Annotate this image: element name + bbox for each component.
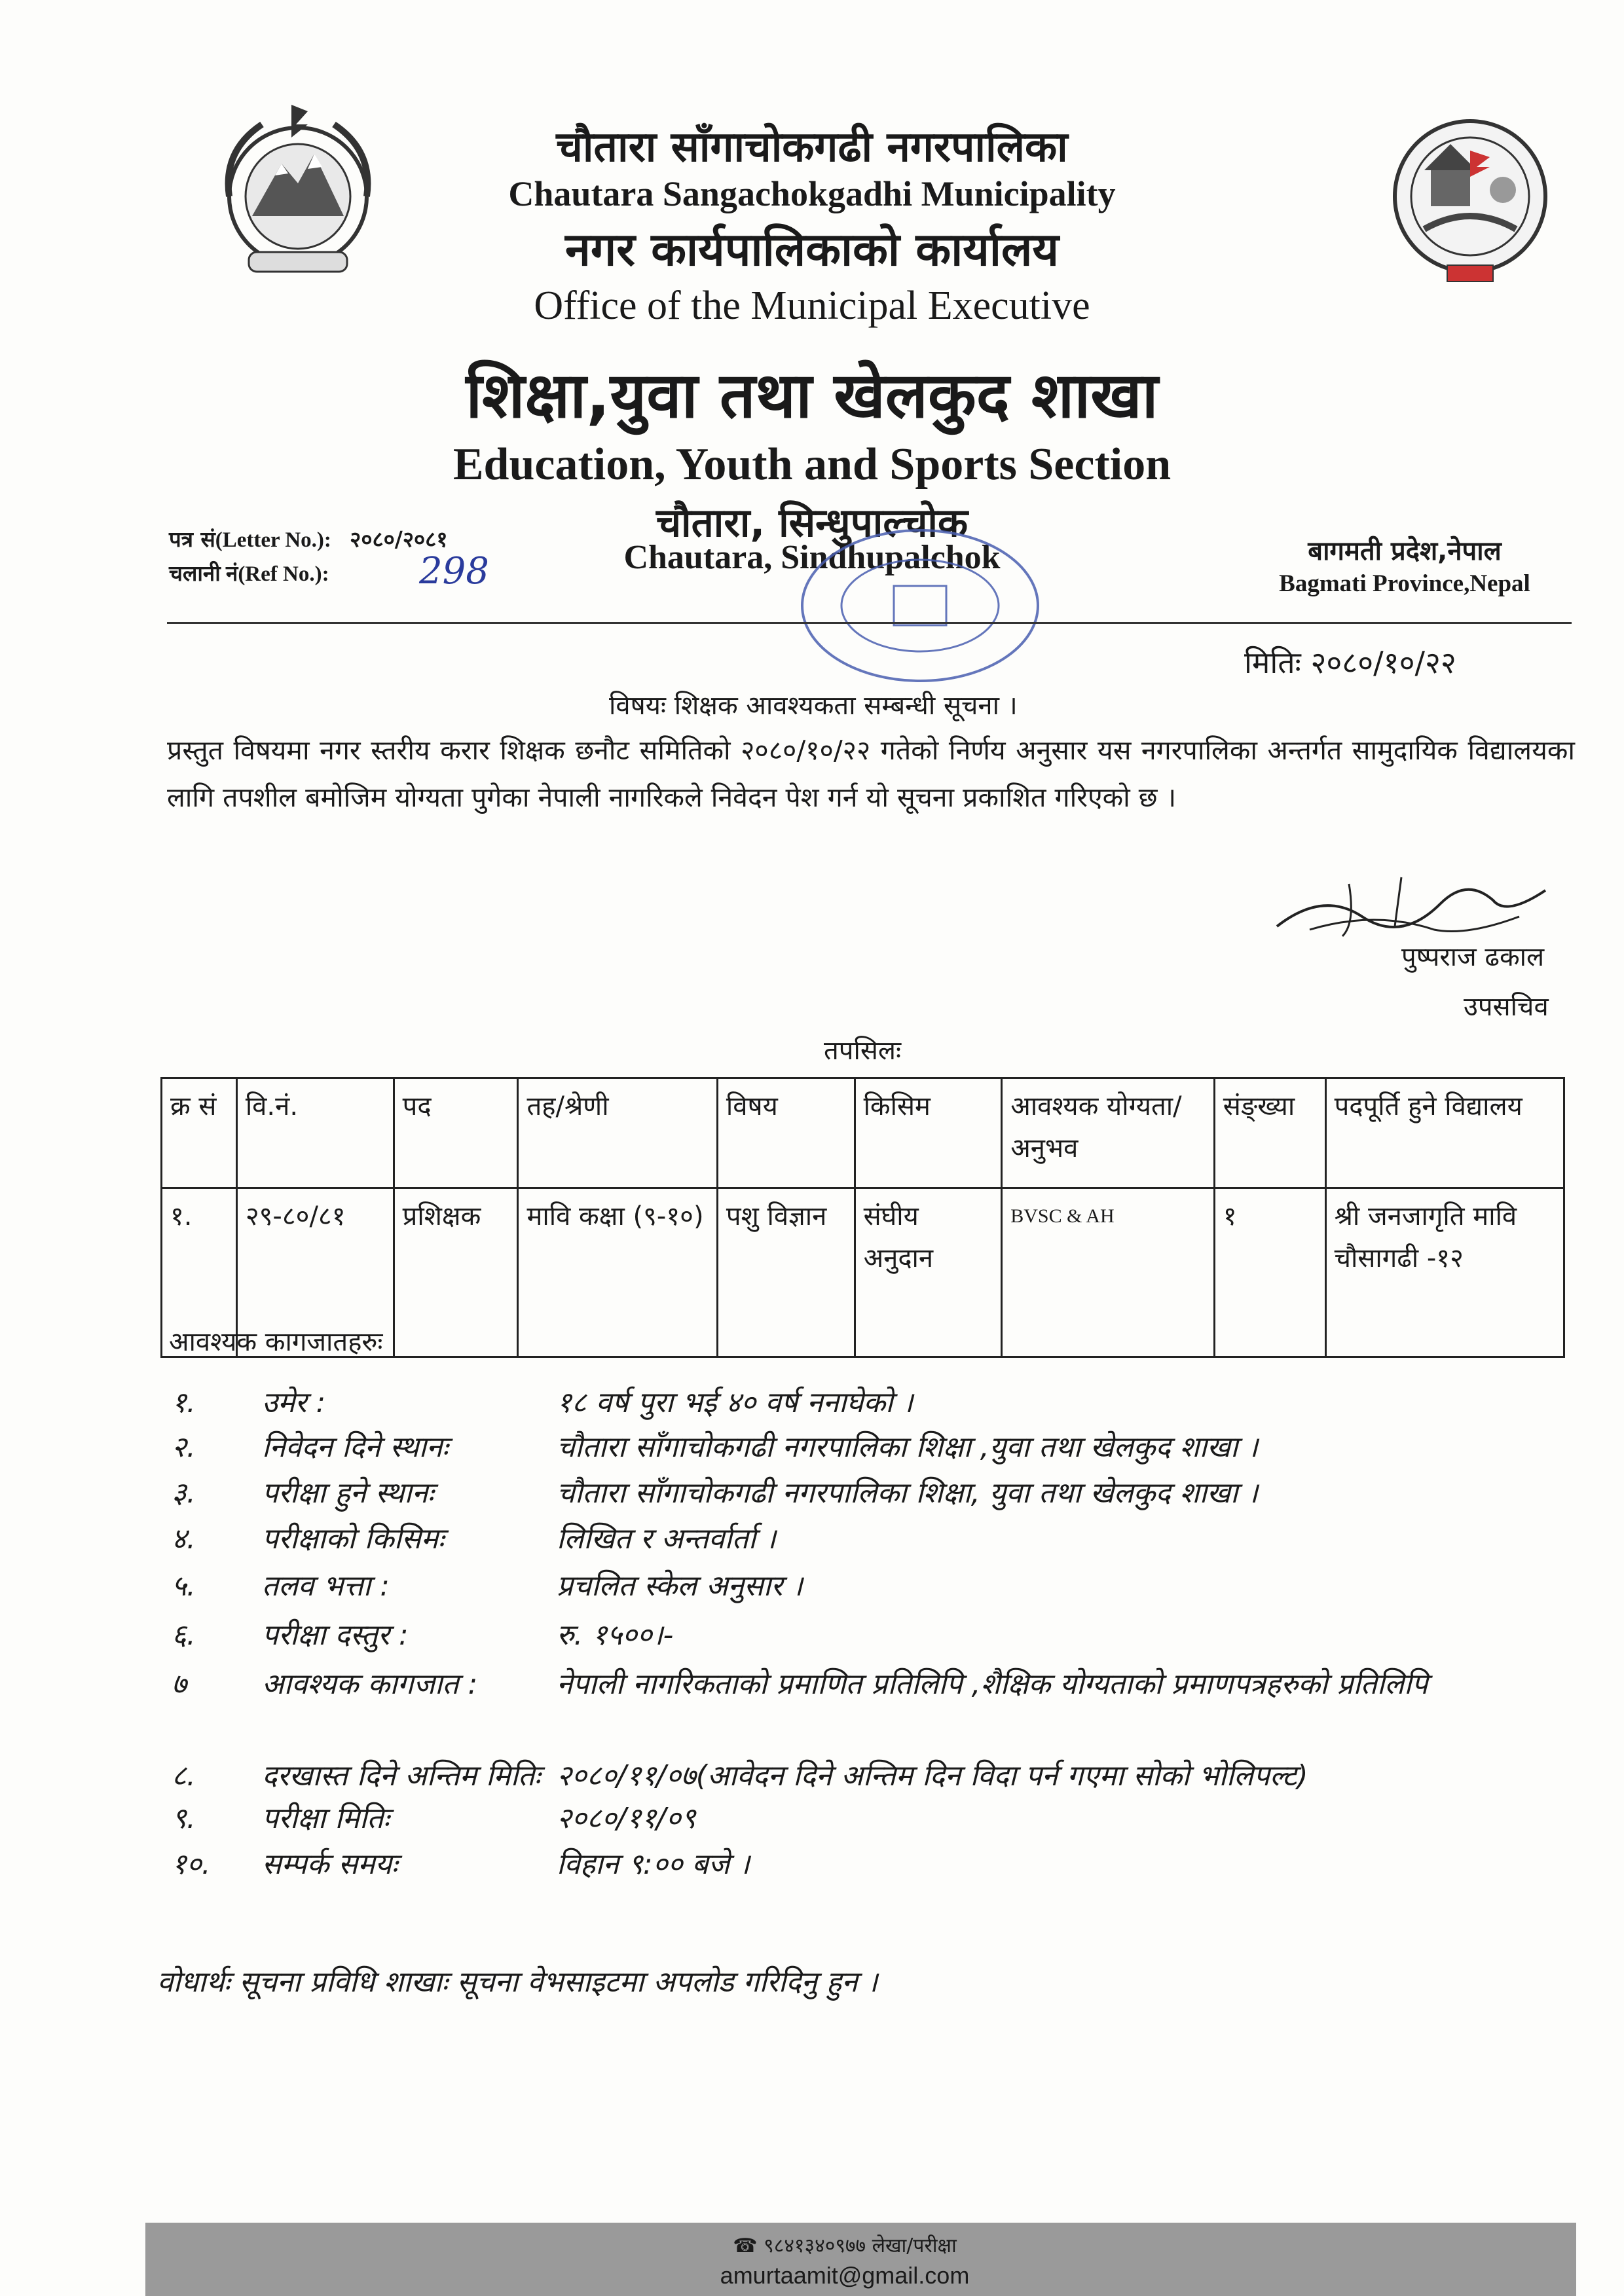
requirement-item: [0, 1843, 1624, 1889]
requirement-label: निवेदन दिने स्थानः: [262, 1430, 449, 1464]
requirement-number: ८.: [172, 1759, 196, 1793]
ref-number-label: चलानी नं(Ref No.):: [169, 562, 329, 586]
bodhartha-note: वोधार्थः सूचना प्रविधि शाखाः सूचना वेभसाइटमा अपलोड गरिदिनु हुन ।: [157, 1965, 878, 1999]
place-en: Chautara, Sindhupalchok: [623, 539, 1001, 576]
requirement-number: ३.: [172, 1476, 196, 1510]
requirement-value: चौतारा साँगाचोकगढी नगरपालिका शिक्षा ,युवा तथा खेलकुद शाखा ।: [557, 1430, 1259, 1464]
municipality-name-en: Chautara Sangachokgadhi Municipality: [508, 174, 1116, 213]
col-type: किसिम: [855, 1078, 1002, 1188]
header-divider: [167, 622, 1572, 624]
ref-number-handwritten: 298: [419, 550, 489, 592]
requirement-item: [0, 1472, 1624, 1518]
requirement-item: [0, 1797, 1624, 1843]
province-np: बागमती प्रदेश,नेपाल: [1308, 536, 1502, 566]
requirement-number: ५.: [172, 1569, 196, 1603]
cell-sn: १.: [162, 1188, 237, 1357]
requirement-value: नेपाली नागरिकताको प्रमाणित प्रतिलिपि ,शैक्षिक योग्यताको प्रमाणपत्रहरुको प्रतिलिपि: [557, 1667, 1428, 1701]
requirement-label: सम्पर्क समयः: [262, 1848, 398, 1881]
cell-level: मावि कक्षा (९-१०): [518, 1188, 717, 1357]
table-caption: तपसिलः: [824, 1036, 902, 1066]
col-ad-no: वि.नं.: [236, 1078, 394, 1188]
requirement-value: चौतारा साँगाचोकगढी नगरपालिका शिक्षा, युवा तथा खेलकुद शाखा ।: [557, 1476, 1259, 1510]
phone-icon: ☎: [733, 2234, 758, 2257]
signer-designation: उपसचिव: [1464, 992, 1549, 1022]
cell-type: संघीय अनुदान: [855, 1188, 1002, 1357]
requirement-value: २०८०/११/०७(आवेदन दिने अन्तिम दिन विदा पर्न गएमा सोको भोलिपल्ट): [557, 1759, 1308, 1793]
handwritten-signature: [1270, 864, 1572, 949]
col-count: संङ्ख्या: [1214, 1078, 1325, 1188]
requirement-number: ९.: [172, 1802, 196, 1835]
col-sn: क्र सं: [162, 1078, 237, 1188]
section-name-np: शिक्षा,युवा तथा खेलकुद शाखा: [466, 359, 1158, 432]
requirement-number: ४.: [172, 1522, 196, 1556]
requirement-item: [0, 1565, 1624, 1611]
col-level: तह/श्रेणी: [518, 1078, 717, 1188]
place-np: चौतारा, सिन्धुपाल्चोक: [655, 500, 969, 546]
section-name-en: Education, Youth and Sports Section: [452, 439, 1172, 490]
requirement-number: २.: [172, 1430, 196, 1464]
requirement-item: [0, 1663, 1624, 1709]
phone-text: ९८४१३४०९७७ लेखा/परीक्षा: [764, 2234, 957, 2257]
nepal-emblem-logo: [210, 92, 386, 288]
notice-body: प्रस्तुत विषयमा नगर स्तरीय करार शिक्षक छनौट समितिको २०८०/१०/२२ गतेको निर्णय अनुसार यस नगरपालिका अन्तर्गत सामुदायिक विद्यालयका लागि तपशील बमोजिम योग्यता पुगेका नेपाली नागरिकले निवेदन पेश गर्न यो सूचना प्रकाशित गरिएको छ ।: [167, 735, 1575, 813]
cell-ad-no: २९-८०/८१: [236, 1188, 394, 1357]
vacancy-table: [160, 1077, 1565, 1358]
office-name-en: Office of the Municipal Executive: [534, 283, 1090, 328]
requirement-item: [0, 1426, 1624, 1472]
requirement-value: प्रचलित स्केल अनुसार ।: [557, 1569, 803, 1603]
office-name-np: नगर कार्यपालिकाको कार्यालय: [564, 223, 1060, 276]
requirement-label: उमेर :: [262, 1386, 326, 1419]
requirement-label: परीक्षा मितिः: [262, 1802, 390, 1835]
requirement-label: परीक्षा दस्तुर :: [262, 1618, 409, 1652]
requirement-number: ७: [172, 1667, 187, 1701]
requirement-item: [0, 1381, 1624, 1427]
requirement-value: २०८०/११/०९: [557, 1802, 696, 1835]
cell-count: १: [1214, 1188, 1325, 1357]
municipality-logo: [1385, 105, 1555, 291]
col-post: पद: [394, 1078, 518, 1188]
requirement-value: रु. १५००।-: [557, 1618, 674, 1652]
requirement-label: परीक्षा हुने स्थानः: [262, 1476, 434, 1510]
requirement-item: [0, 1614, 1624, 1660]
province-en: Bagmati Province,Nepal: [1279, 570, 1530, 597]
col-qualification: आवश्यक योग्यता/अनुभव: [1002, 1078, 1214, 1188]
requirement-value: लिखित र अन्तर्वार्ता ।: [557, 1522, 776, 1556]
requirement-value: विहान ९:०० बजे ।: [557, 1848, 750, 1881]
requirements-title: आवश्यक कागजातहरुः: [169, 1327, 383, 1357]
cell-school: श्री जनजागृति मावि चौसागढी -१२: [1325, 1188, 1564, 1357]
letter-number: पत्र सं(Letter No.): २०८०/२०८१: [169, 526, 448, 552]
requirement-value: १८ वर्ष पुरा भई ४० वर्ष ननाघेको ।: [557, 1386, 913, 1419]
requirement-item: [0, 1518, 1624, 1563]
requirement-number: १.: [172, 1386, 196, 1419]
requirement-label: परीक्षाको किसिमः: [262, 1522, 445, 1556]
footer-phone: [707, 2231, 982, 2258]
col-school: पदपूर्ति हुने विद्यालय: [1325, 1078, 1564, 1188]
notice-subject: विषयः शिक्षक आवश्यकता सम्बन्धी सूचना ।: [609, 691, 1018, 721]
requirement-label: तलव भत्ता :: [262, 1569, 390, 1603]
municipality-name-np: चौतारा साँगाचोकगढी नगरपालिका: [556, 123, 1068, 172]
signer-name: पुष्पराज ढकाल: [1401, 942, 1545, 972]
cell-subject: पशु विज्ञान: [717, 1188, 855, 1357]
cell-qualification: BVSC & AH: [1002, 1188, 1214, 1357]
col-subject: विषय: [717, 1078, 855, 1188]
requirement-item: [0, 1755, 1624, 1800]
requirement-label: आवश्यक कागजात :: [262, 1667, 478, 1701]
requirement-number: १०.: [172, 1848, 211, 1881]
footer-email[interactable]: amurtaamit@gmail.com: [720, 2262, 970, 2289]
requirement-label: दरखास्त दिने अन्तिम मितिः: [262, 1759, 541, 1793]
cell-post: प्रशिक्षक: [394, 1188, 518, 1357]
requirement-number: ६.: [172, 1618, 196, 1652]
office-stamp: [796, 524, 1044, 687]
table-header-row: [162, 1078, 1564, 1188]
notice-date: मितिः २०८०/१०/२२: [1244, 645, 1456, 680]
